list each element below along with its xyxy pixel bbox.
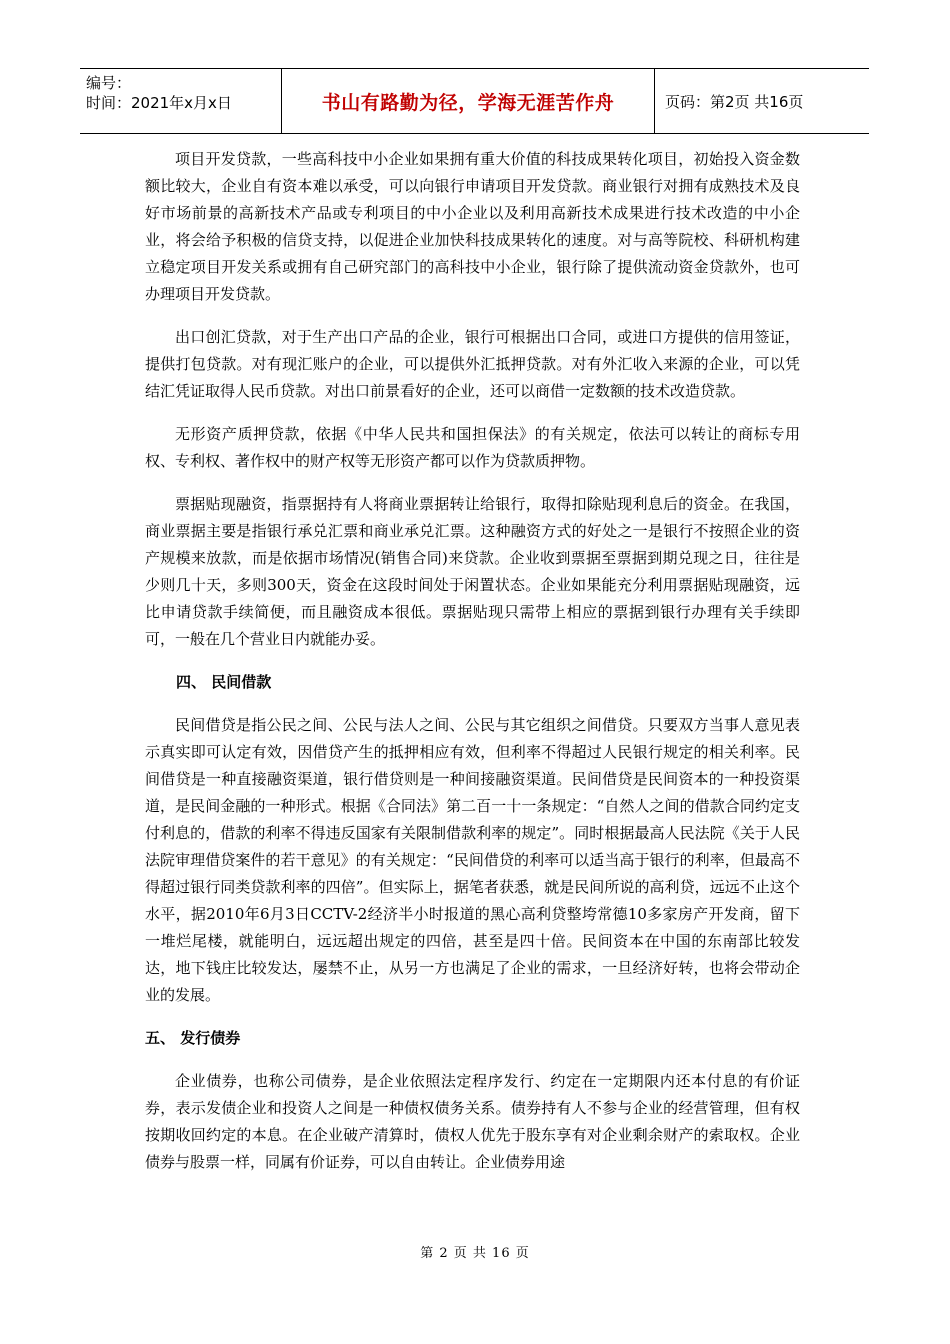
page-header — [80, 68, 869, 134]
paragraph-export-loan: 出口创汇贷款，对于生产出口产品的企业，银行可根据出口合同，或进口方提供的信用签证，提供打包贷款。对有现汇账户的企业，可以提供外汇抵押贷款。对有外汇收入来源的企业，可以凭结汇凭证取得人民币贷款。对出口前景看好的企业，还可以商借一定数额的技术改造贷款。 — [145, 328, 800, 400]
page-footer: 第 2 页 共 16 页 — [420, 1246, 530, 1261]
number-label: 编号： — [86, 74, 132, 92]
paragraph-private-loan: 民间借贷是指公民之间、公民与法人之间、公民与其它组织之间借贷。只要双方当事人意见表示真实即可认定有效，因借贷产生的抵押相应有效，但利率不得超过人民银行规定的相关利率。民间借贷是一种直接融资渠道，银行借贷则是一种间接融资渠道。民间借贷是民间资本的一种投资渠道，是民间金融的一种形式。根据《合同法》第二百一十一条规定：“自然人之间的借款合同约定支付利息的，借款的利率不得违反国家有关限制借款利率的规定”。同时根据最高人民法院《关于人民法院审理借贷案件的若干意见》的有关规定：“民间借贷的利率可以适当高于银行的利率，但最高不得超过银行同类贷款利率的四倍”。但实际上，据笔者获悉，就是民间所说的高利贷，远远不止这个水平，据2010年6月3日CCTV-2经济半小时报道的黑心高利贷整垮常德10多家房产开发商，留下一堆烂尾楼，就能明白，远远超出规定的四倍，甚至是四十倍。民间资本在中国的东南部比较发达，地下钱庄比较发达，屡禁不止，从另一方也满足了企业的需求，一旦经济好转，也将会带动企业的发展。 — [145, 716, 800, 1004]
paragraph-intangible-pledge: 无形资产质押贷款，依据《中华人民共和国担保法》的有关规定，依法可以转让的商标专用权、专利权、著作权中的财产权等无形资产都可以作为贷款质押物。 — [145, 425, 800, 470]
paragraph-project-loan: 项目开发贷款，一些高科技中小企业如果拥有重大价值的科技成果转化项目，初始投入资金数额比较大，企业自有资本难以承受，可以向银行申请项目开发贷款。商业银行对拥有成熟技术及良好市场前景的高新技术产品或专利项目的中小企业以及利用高新技术成果进行技术改造的中小企业，将会给予积极的信贷支持，以促进企业加快科技成果转化的速度。对与高等院校、科研机构建立稳定项目开发关系或拥有自己研究部门的高科技中小企业，银行除了提供流动资金贷款外，也可办理项目开发贷款。 — [145, 150, 800, 303]
paragraph-bill-discount: 票据贴现融资，指票据持有人将商业票据转让给银行，取得扣除贴现利息后的资金。在我国，商业票据主要是指银行承兑汇票和商业承兑汇票。这种融资方式的好处之一是银行不按照企业的资产规模来放款，而是依据市场情况(销售合同)来贷款。企业收到票据至票据到期兑现之日，往往是少则几十天，多则300天，资金在这段时间处于闲置状态。企业如果能充分利用票据贴现融资，远比申请贷款手续简便，而且融资成本很低。票据贴现只需带上相应的票据到银行办理有关手续即可，一般在几个营业日内就能办妥。 — [145, 495, 800, 648]
section-heading-bonds: 五、 发行债券 — [145, 1029, 241, 1047]
time-label: 时间：2021年x月x日 — [86, 94, 232, 112]
section-heading-private-loan: 四、 民间借款 — [176, 673, 272, 691]
paragraph-bonds: 企业债券，也称公司债券，是企业依照法定程序发行、约定在一定期限内还本付息的有价证券，表示发债企业和投资人之间是一种债权债务关系。债券持有人不参与企业的经营管理，但有权按期收回约定的本息。在企业破产清算时，债权人优先于股东享有对企业剩余财产的索取权。企业债券与股票一样，同属有价证券，可以自由转让。企业债券用途 — [145, 1072, 800, 1171]
header-page-info: 页码：第2页 共16页 — [665, 92, 804, 111]
header-meta — [80, 69, 282, 133]
document-body — [145, 146, 800, 1192]
header-motto: 书山有路勤为径，学海无涯苦作舟 — [282, 69, 655, 133]
